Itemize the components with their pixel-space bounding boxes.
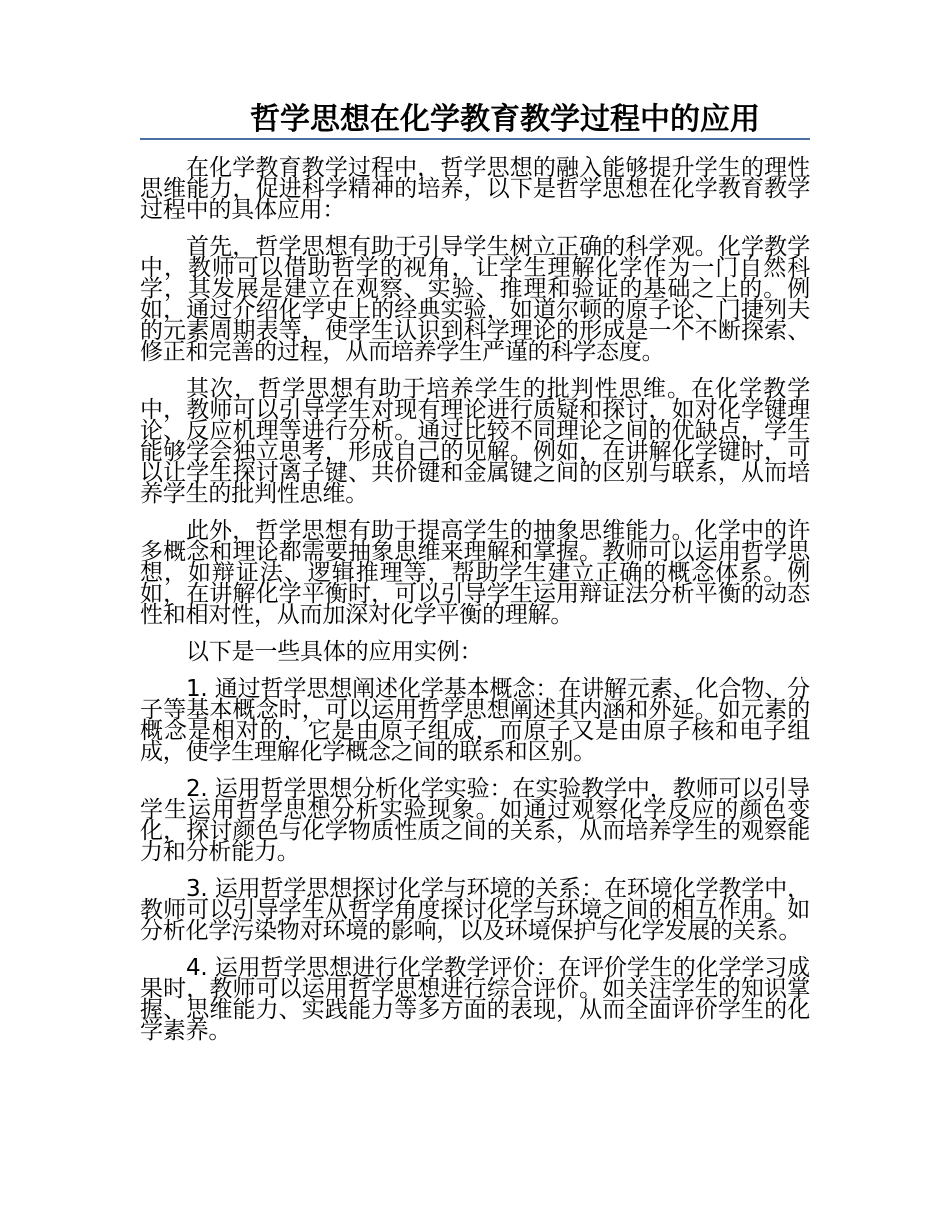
list-item-evaluation: 4. 运用哲学思想进行化学教学评价：在评价学生的化学学习成果时，教师可以运用哲学思想进行综合评价。如关注学生的知识掌握、思维能力、实践能力等多方面的表现，从而全面评价学生的化学素养。 [140, 955, 810, 1044]
paragraph-scientific-view: 首先，哲学思想有助于引导学生树立正确的科学观。化学教学中，教师可以借助哲学的视角，让学生理解化学作为一门自然科学，其发展是建立在观察、实验、推理和验证的基础之上的。例如，通过介绍化学史上的经典实验，如道尔顿的原子论、门捷列夫的元素周期表等，使学生认识到科学理论的形成是一个不断探索、修正和完善的过程，从而培养学生严谨的科学态度。 [140, 234, 810, 365]
document-title: 哲学思想在化学教育教学过程中的应用 [250, 102, 760, 137]
paragraph-intro: 在化学教育教学过程中，哲学思想的融入能够提升学生的理性思维能力，促进科学精神的培养，以下是哲学思想在化学教育教学过程中的具体应用： [140, 155, 810, 223]
list-item-environment: 3. 运用哲学思想探讨化学与环境的关系：在环境化学教学中，教师可以引导学生从哲学角度探讨化学与环境之间的相互作用。如分析化学污染物对环境的影响，以及环境保护与化学发展的关系。 [140, 876, 810, 944]
list-item-experiments: 2. 运用哲学思想分析化学实验：在实验教学中，教师可以引导学生运用哲学思想分析实验现象。如通过观察化学反应的颜色变化，探讨颜色与化学物质性质之间的关系，从而培养学生的观察能力和分析能力。 [140, 776, 810, 865]
list-item-basic-concepts: 1. 通过哲学思想阐述化学基本概念：在讲解元素、化合物、分子等基本概念时，可以运用哲学思想阐述其内涵和外延。如元素的概念是相对的，它是由原子组成，而原子又是由原子核和电子组成，使学生理解化学概念之间的联系和区别。 [140, 676, 810, 765]
paragraph-abstract-thinking: 此外，哲学思想有助于提高学生的抽象思维能力。化学中的许多概念和理论都需要抽象思维来理解和掌握。教师可以运用哲学思想，如辩证法、逻辑推理等，帮助学生建立正确的概念体系。例如，在讲解化学平衡时，可以引导学生运用辩证法分析平衡的动态性和相对性，从而加深对化学平衡的理解。 [140, 518, 810, 628]
paragraph-examples-heading: 以下是一些具体的应用实例： [186, 639, 483, 665]
document-body [140, 155, 810, 1058]
paragraph-critical-thinking: 其次，哲学思想有助于培养学生的批判性思维。在化学教学中，教师可以引导学生对现有理论进行质疑和探讨，如对化学键理论、反应机理等进行分析。通过比较不同理论之间的优缺点，学生能够学会独立思考，形成自己的见解。例如，在讲解化学键时，可以让学生探讨离子键、共价键和金属键之间的区别与联系，从而培养学生的批判性思维。 [140, 376, 810, 507]
title-underline [140, 138, 810, 140]
